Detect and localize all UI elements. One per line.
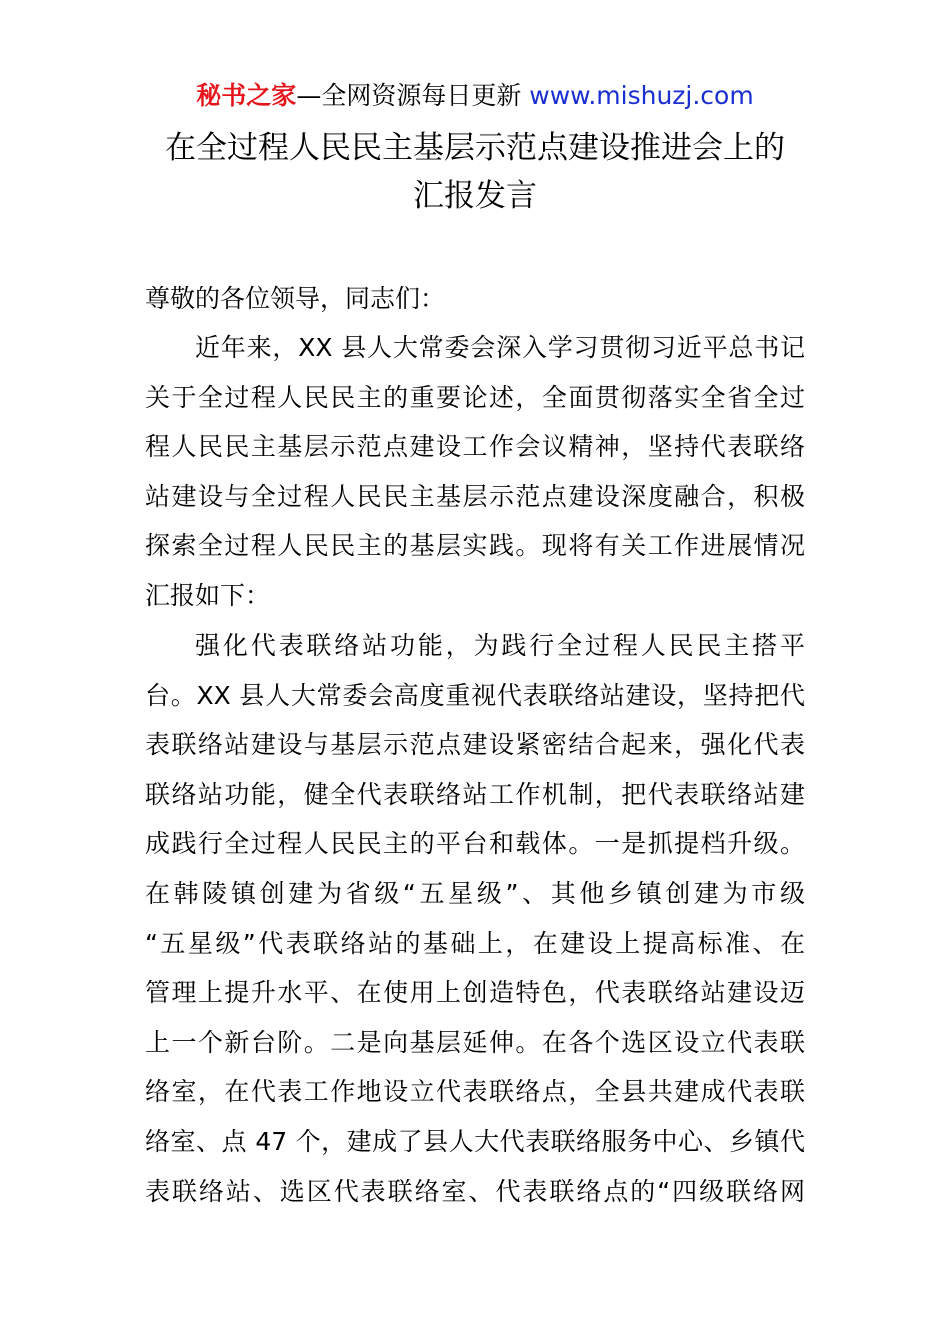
title-line-2: 汇报发言	[413, 178, 537, 214]
paragraph-line: 管理上提升水平、在使用上创造特色，代表联络站建设迈	[145, 978, 805, 1008]
title-line-1: 在全过程人民民主基层示范点建设推进会上的	[165, 130, 785, 166]
brand-name: 秘书之家	[196, 81, 297, 110]
paragraph-line: 络室，在代表工作地设立代表联络点，全县共建成代表联	[145, 1077, 805, 1107]
paragraph-line: “五星级”代表联络站的基础上，在建设上提高标准、在	[145, 928, 805, 958]
paragraph-intro	[145, 323, 805, 621]
paragraph-line: 联络站功能，健全代表联络站工作机制，把代表联络站建	[145, 779, 805, 809]
paragraph-line: 络室、点 47 个，建成了县人大代表联络服务中心、乡镇代	[145, 1126, 805, 1156]
paragraph-line: 强化代表联络站功能，为践行全过程人民民主搭平	[195, 631, 805, 660]
paragraph-line: 探索全过程人民民主的基层实践。现将有关工作进展情况	[145, 531, 805, 561]
paragraph-line: 表联络站建设与基层示范点建设紧密结合起来，强化代表	[145, 730, 805, 760]
site-header	[0, 80, 950, 112]
salutation: 尊敬的各位领导，同志们：	[145, 284, 446, 313]
paragraph-line: 成践行全过程人民民主的平台和载体。一是抓提档升级。	[145, 829, 805, 859]
header-tagline: —全网资源每日更新	[296, 81, 522, 110]
document-title	[0, 124, 950, 220]
paragraph-line: 台。XX 县人大常委会高度重视代表联络站建设，坚持把代	[145, 680, 805, 710]
paragraph-line: 上一个新台阶。二是向基层延伸。在各个选区设立代表联	[145, 1027, 805, 1057]
paragraph-line: 关于全过程人民民主的重要论述，全面贯彻落实全省全过	[145, 382, 805, 412]
paragraph-line: 在韩陵镇创建为省级“五星级”、其他乡镇创建为市级	[145, 878, 805, 908]
site-url-link[interactable]: www.mishuzj.com	[529, 81, 754, 110]
paragraph-line: 表联络站、选区代表联络室、代表联络点的“四级联络网	[145, 1176, 805, 1206]
paragraph-line: 站建设与全过程人民民主基层示范点建设深度融合，积极	[145, 481, 805, 511]
paragraph-liaison-station	[145, 621, 805, 1216]
paragraph-line: 汇报如下：	[145, 580, 271, 610]
paragraph-line: 近年来，XX 县人大常委会深入学习贯彻习近平总书记	[195, 333, 805, 362]
paragraph-line: 程人民民主基层示范点建设工作会议精神，坚持代表联络	[145, 432, 805, 462]
